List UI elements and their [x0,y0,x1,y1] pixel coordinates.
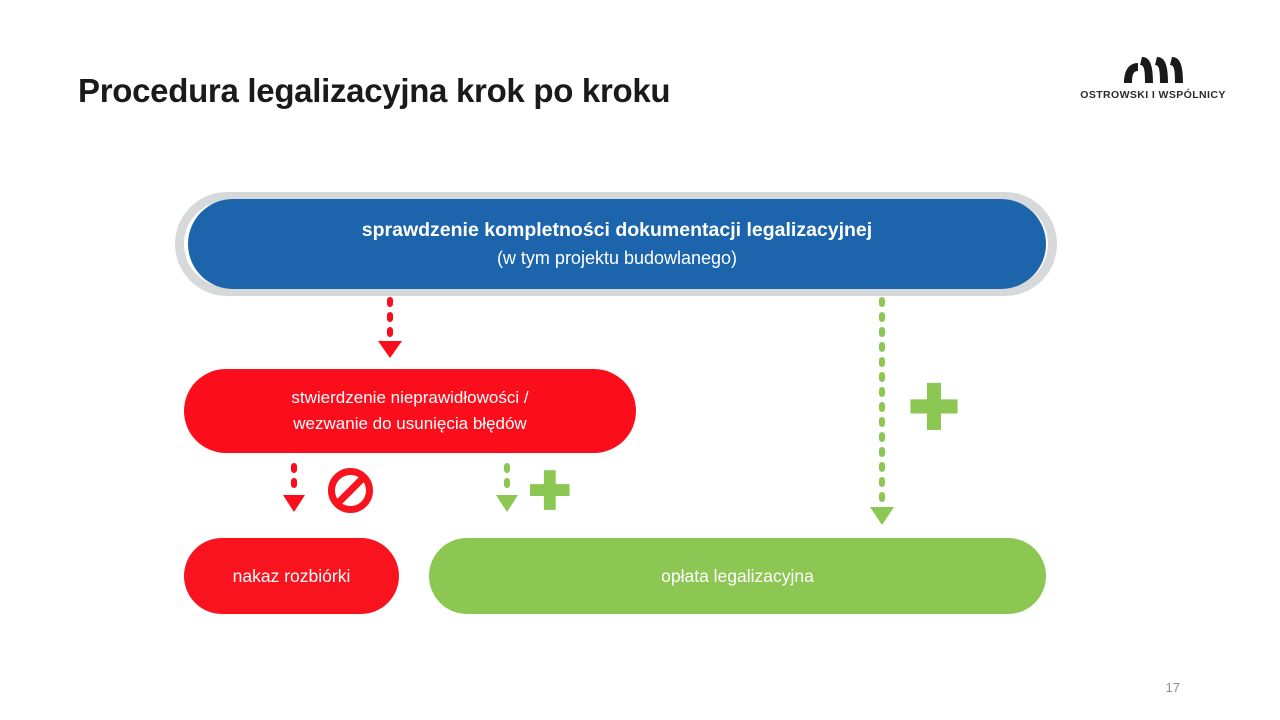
page-title: Procedura legalizacyjna krok po kroku [78,72,671,109]
logo-text: OSTROWSKI I WSPÓLNICY [1080,89,1226,101]
node-check-documentation-line1: sprawdzenie kompletności dokumentacji legalizacyjnej [361,218,873,241]
node-irregularities-line1: stwierdzenie nieprawidłowości / [291,388,529,408]
node-demolition-order-label: nakaz rozbiórki [232,565,351,586]
node-check-documentation [188,199,1046,289]
page-number: 17 [1165,680,1180,695]
node-legalization-fee [429,538,1046,614]
node-legalization-fee-label: opłata legalizacyjna [661,565,814,586]
plus-icon: ✚ [908,374,960,443]
prohibition-icon [328,468,373,513]
plus-icon: ✚ [528,463,572,521]
node-check-documentation-line2: (w tym projektu budowlanego) [496,247,738,268]
node-irregularities [184,369,636,453]
node-irregularities-line2: wezwanie do usunięcia błędów [293,413,527,433]
node-demolition-order [184,538,399,614]
